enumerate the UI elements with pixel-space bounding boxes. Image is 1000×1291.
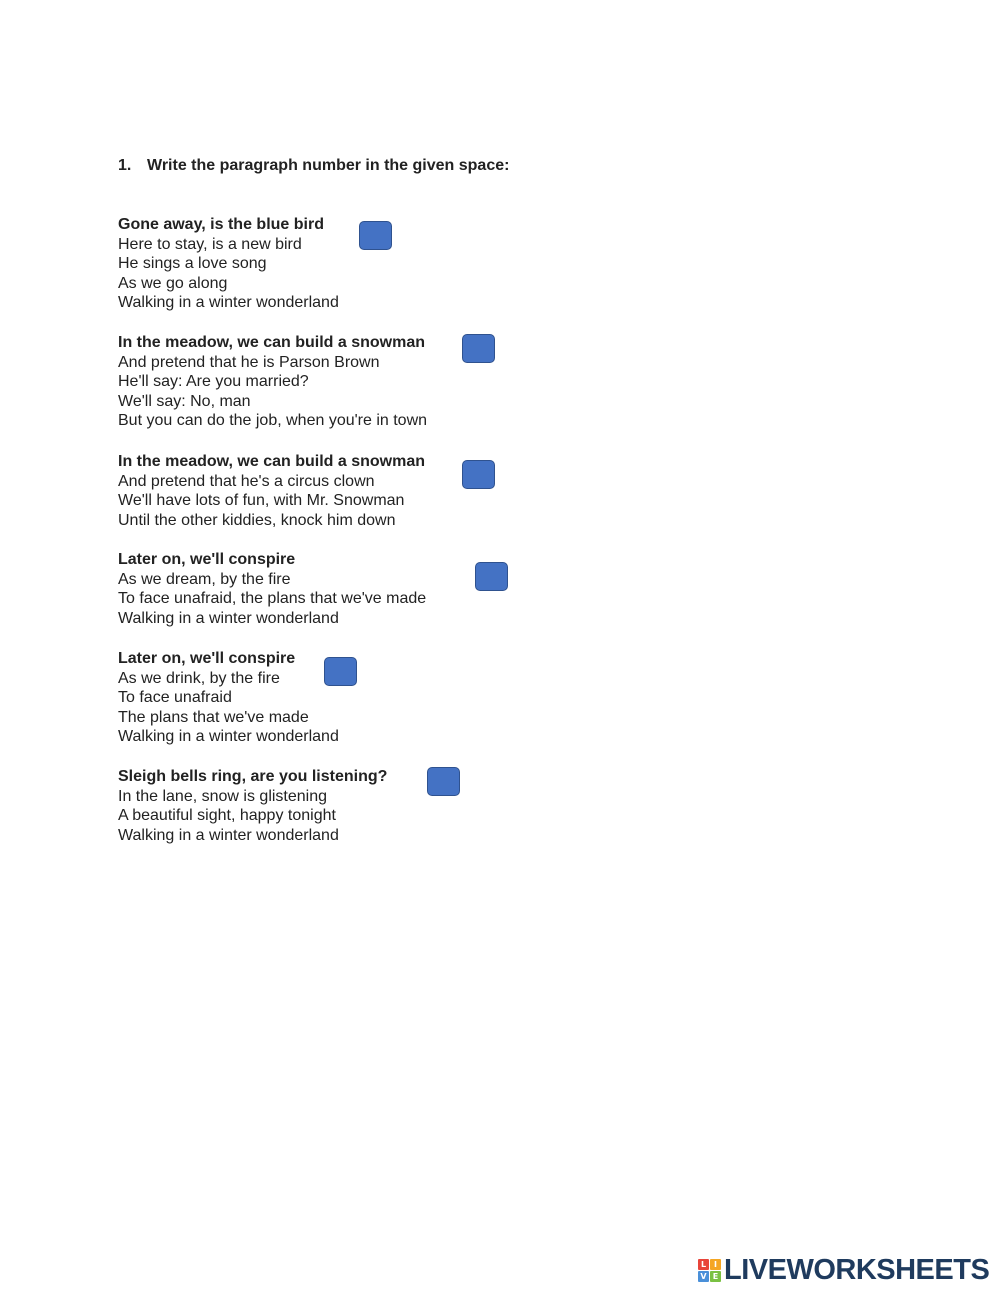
instruction-text: Write the paragraph number in the given space: bbox=[147, 157, 510, 174]
stanza-line: The plans that we've made bbox=[118, 708, 309, 726]
stanza-line: He'll say: Are you married? bbox=[118, 373, 309, 391]
logo-letter-e: E bbox=[710, 1271, 721, 1282]
stanza-line: Walking in a winter wonderland bbox=[118, 826, 339, 844]
answer-box-5[interactable] bbox=[324, 657, 357, 686]
stanza-line: In the meadow, we can build a snowman bbox=[118, 334, 426, 351]
stanza-1 bbox=[118, 215, 339, 313]
stanza-line: As we drink, by the fire bbox=[118, 669, 280, 687]
answer-box-2[interactable] bbox=[462, 334, 495, 363]
liveworksheets-logo bbox=[698, 1256, 989, 1284]
answer-box-1[interactable] bbox=[359, 221, 392, 250]
instruction-heading bbox=[118, 157, 509, 175]
stanza-line: To face unafraid bbox=[118, 689, 232, 707]
stanza-5 bbox=[118, 649, 339, 747]
stanza-2 bbox=[118, 333, 427, 431]
stanza-6 bbox=[118, 767, 387, 845]
answer-box-6[interactable] bbox=[427, 767, 460, 796]
stanza-line: Until the other kiddies, knock him down bbox=[118, 511, 396, 529]
stanza-line: Later on, we'll conspire bbox=[118, 650, 296, 667]
stanza-line: We'll say: No, man bbox=[118, 392, 251, 410]
stanza-line: A beautiful sight, happy tonight bbox=[118, 807, 336, 825]
stanza-line: And pretend that he's a circus clown bbox=[118, 472, 375, 490]
logo-letter-v: V bbox=[698, 1271, 709, 1282]
stanza-3 bbox=[118, 452, 425, 530]
logo-letter-l: L bbox=[698, 1259, 709, 1270]
stanza-line: Walking in a winter wonderland bbox=[118, 728, 339, 746]
live-logo-icon bbox=[698, 1259, 721, 1282]
stanza-line: Walking in a winter wonderland bbox=[118, 609, 339, 627]
stanza-4 bbox=[118, 550, 426, 628]
brand-name: LIVEWORKSHEETS bbox=[724, 1254, 990, 1286]
stanza-line: But you can do the job, when you're in town bbox=[118, 412, 428, 430]
answer-box-4[interactable] bbox=[475, 562, 508, 591]
stanza-line: Later on, we'll conspire bbox=[118, 551, 296, 568]
stanza-line: In the lane, snow is glistening bbox=[118, 787, 328, 805]
stanza-line: As we go along bbox=[118, 274, 228, 292]
stanza-line: He sings a love song bbox=[118, 255, 267, 273]
stanza-line: Sleigh bells ring, are you listening? bbox=[118, 768, 388, 785]
logo-letter-i: I bbox=[710, 1259, 721, 1270]
stanza-line: As we dream, by the fire bbox=[118, 570, 291, 588]
stanza-line: Gone away, is the blue bird bbox=[118, 216, 324, 233]
stanza-line: In the meadow, we can build a snowman bbox=[118, 453, 426, 470]
answer-box-3[interactable] bbox=[462, 460, 495, 489]
stanza-line: Walking in a winter wonderland bbox=[118, 294, 339, 312]
instruction-number: 1. bbox=[118, 157, 132, 174]
stanza-line: Here to stay, is a new bird bbox=[118, 235, 302, 253]
stanza-line: To face unafraid, the plans that we've made bbox=[118, 590, 427, 608]
stanza-line: We'll have lots of fun, with Mr. Snowman bbox=[118, 492, 405, 510]
stanza-line: And pretend that he is Parson Brown bbox=[118, 353, 380, 371]
